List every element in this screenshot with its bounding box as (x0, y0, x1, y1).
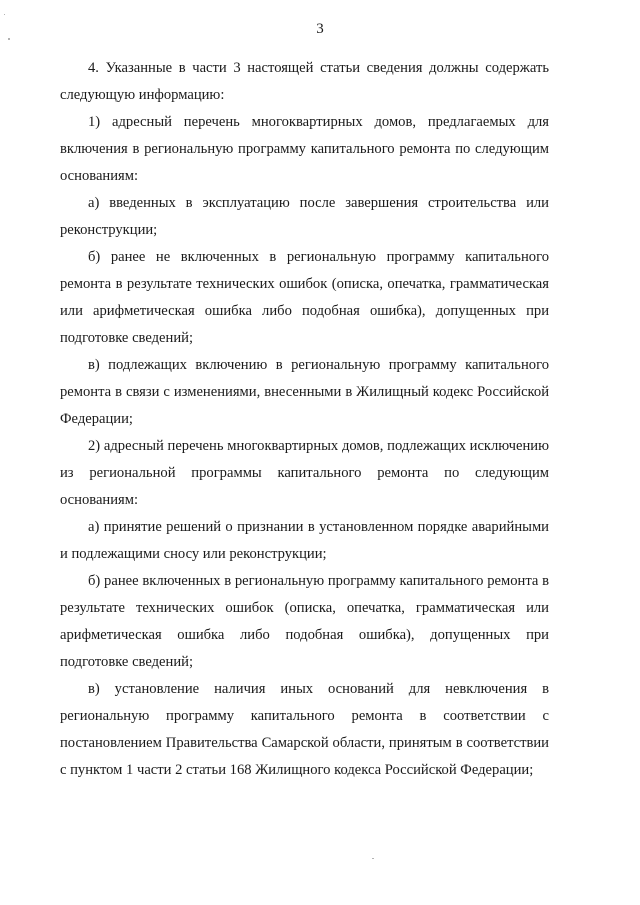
page-number: 3 (316, 21, 324, 37)
paragraph-subitem-1a: а) введенных в эксплуатацию после завершения строительства или реконструкции; (60, 195, 549, 238)
document-body (60, 55, 549, 784)
scan-speck (8, 38, 10, 40)
paragraph-subitem-2v: в) установление наличия иных оснований для невключения в региональную программу капитального ремонта в соответствии с постановлением Правительства Самарской области, принятым в соответствии с пунктом 1 части 2 статьи 168 Жилищного кодекса Российской Федерации; (60, 681, 549, 778)
paragraph-subitem-1b: б) ранее не включенных в региональную программу капитального ремонта в результате технических ошибок (описка, опечатка, грамматическая или арифметическая ошибка либо подобная ошибка), допущенных при подготовке сведений; (60, 249, 549, 346)
scan-speck (372, 858, 374, 859)
paragraph-subitem-1v: в) подлежащих включению в региональную программу капитального ремонта в связи с изменениями, внесенными в Жилищный кодекс Российской Федерации; (60, 357, 549, 427)
scan-speck (4, 14, 5, 15)
paragraph-subitem-2: 2) адресный перечень многоквартирных домов, подлежащих исключению из региональной программы капитального ремонта по следующим основаниям: (60, 438, 549, 508)
paragraph-subitem-2b: б) ранее включенных в региональную программу капитального ремонта в результате технических ошибок (описка, опечатка, грамматическая или арифметическая ошибка либо подобная ошибка), допущенных при подготовке сведений; (60, 573, 549, 670)
paragraph-subitem-2a: а) принятие решений о признании в установленном порядке аварийными и подлежащими сносу или реконструкции; (60, 519, 549, 562)
paragraph-item-4: 4. Указанные в части 3 настоящей статьи сведения должны содержать следующую информацию: (60, 60, 549, 103)
paragraph-subitem-1: 1) адресный перечень многоквартирных домов, предлагаемых для включения в региональную программу капитального ремонта по следующим основаниям: (60, 114, 549, 184)
